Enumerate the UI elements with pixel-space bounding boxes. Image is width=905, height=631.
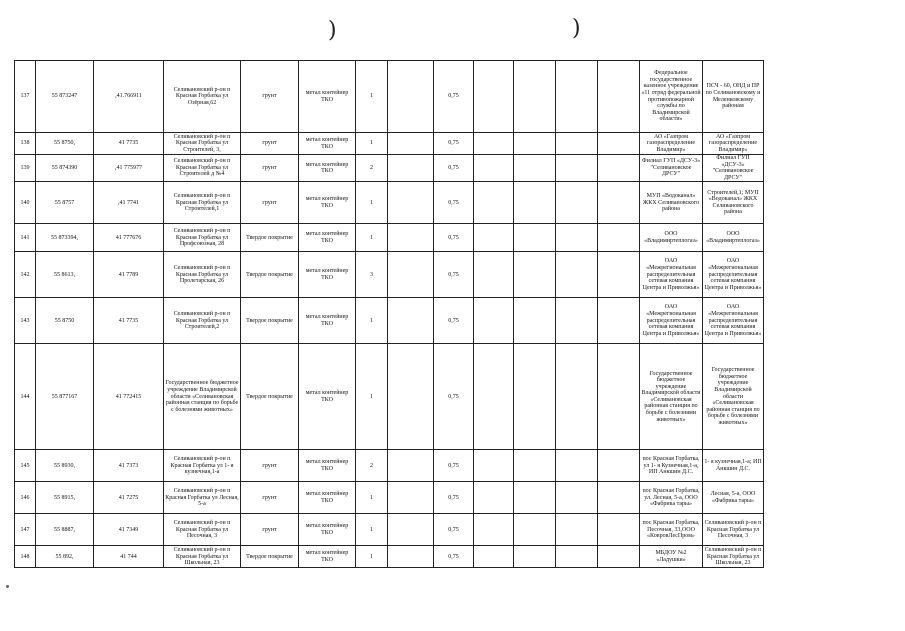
cell-lat: 55 8750, bbox=[36, 133, 94, 155]
cell-empty bbox=[474, 182, 514, 224]
cell-empty bbox=[556, 344, 598, 450]
cell-volume: 0,75 bbox=[434, 450, 474, 482]
cell-empty bbox=[474, 61, 514, 133]
cell-num: 145 bbox=[15, 450, 36, 482]
cell-container: метал контейнер ТКО bbox=[299, 344, 356, 450]
table-row bbox=[15, 133, 764, 155]
cell-container: метал контейнер ТКО bbox=[299, 252, 356, 298]
cell-count: 1 bbox=[356, 61, 388, 133]
cell-empty bbox=[556, 61, 598, 133]
cell-sources: ОАО «Межрегиональная распределительная сетевая компания Центра и Приволжья» bbox=[703, 298, 764, 344]
cell-container: метал контейнер ТКО bbox=[299, 155, 356, 182]
cell-empty bbox=[598, 133, 640, 155]
cell-address: Селивановский р-он п Красная Горбатка ул Строителей,1 bbox=[164, 182, 241, 224]
cell-owner: Федеральное государственное казенное учреждение «11 отряд федеральной противопожарной службы по Владимирской области» bbox=[640, 61, 703, 133]
cell-num: 146 bbox=[15, 482, 36, 514]
cell-count: 2 bbox=[356, 155, 388, 182]
cell-volume: 0,75 bbox=[434, 514, 474, 546]
cell-empty bbox=[474, 344, 514, 450]
cell-num: 144 bbox=[15, 344, 36, 450]
cell-volume: 0,75 bbox=[434, 61, 474, 133]
cell-empty bbox=[556, 155, 598, 182]
cell-empty bbox=[474, 155, 514, 182]
cell-lon: 41 777676 bbox=[94, 224, 164, 252]
cell-container: метал контейнер ТКО bbox=[299, 450, 356, 482]
cell-volume: 0,75 bbox=[434, 182, 474, 224]
cell-lon: ,41 7741 bbox=[94, 182, 164, 224]
cell-owner: ООО «Владимиртеплогаз» bbox=[640, 224, 703, 252]
cell-lat: 55 8750 bbox=[36, 298, 94, 344]
cell-surface: грунт bbox=[241, 61, 299, 133]
cell-container: метал контейнер ТКО bbox=[299, 182, 356, 224]
cell-empty bbox=[598, 298, 640, 344]
cell-empty bbox=[556, 133, 598, 155]
cell-count: 3 bbox=[356, 252, 388, 298]
cell-owner: ОАО «Межрегиональная распределительная сетевая компания Центра и Приволжья» bbox=[640, 298, 703, 344]
cell-empty bbox=[556, 182, 598, 224]
cell-empty bbox=[514, 344, 556, 450]
cell-sources: Лесная, 5-а, ООО «Фабрика тары» bbox=[703, 482, 764, 514]
cell-empty bbox=[514, 482, 556, 514]
cell-count: 1 bbox=[356, 182, 388, 224]
cell-container: метал контейнер ТКО bbox=[299, 224, 356, 252]
cell-volume: 0,75 bbox=[434, 482, 474, 514]
cell-num: 140 bbox=[15, 182, 36, 224]
cell-sources: ОАО «Межрегиональная распределительная сетевая компания Центра и Приволжья» bbox=[703, 252, 764, 298]
cell-owner: пос Красная Горбатка, ул 1- я Кузнечная,1-а, ИП Анкшин Д.С. bbox=[640, 450, 703, 482]
cell-empty bbox=[514, 224, 556, 252]
cell-lat: 55 8915, bbox=[36, 482, 94, 514]
cell-empty bbox=[514, 61, 556, 133]
cell-empty bbox=[474, 514, 514, 546]
cell-lon: 41 7349 bbox=[94, 514, 164, 546]
table-row bbox=[15, 155, 764, 182]
cell-address: Государственное бюджетное учреждение Владимирской области «Селивановская районная станция по борьбе с болезнями животных» bbox=[164, 344, 241, 450]
cell-count: 1 bbox=[356, 546, 388, 568]
cell-lat: 55 874390 bbox=[36, 155, 94, 182]
cell-container: метал контейнер ТКО bbox=[299, 546, 356, 568]
cell-lon: ,41 775977 bbox=[94, 155, 164, 182]
cell-lon: 41 7735 bbox=[94, 133, 164, 155]
cell-empty bbox=[598, 252, 640, 298]
cell-surface: Твердое покрытие bbox=[241, 224, 299, 252]
cell-surface: грунт bbox=[241, 514, 299, 546]
cell-volume: 0,75 bbox=[434, 155, 474, 182]
cell-container: метал контейнер ТКО bbox=[299, 482, 356, 514]
cell-address: Селивановский р-он п Красная Горбатка ул Песочная, 3 bbox=[164, 514, 241, 546]
cell-surface: Твердое покрытие bbox=[241, 546, 299, 568]
cell-empty bbox=[474, 546, 514, 568]
cell-empty bbox=[388, 482, 434, 514]
cell-empty bbox=[514, 298, 556, 344]
cell-surface: грунт bbox=[241, 155, 299, 182]
cell-sources: ООО «Владимиртеплогаз» bbox=[703, 224, 764, 252]
cell-owner: пос Красная Горбатка, ул. Лесная, 5-а, ООО «Фабрика тары» bbox=[640, 482, 703, 514]
cell-address: Селивановский р-он п Красная Горбатка ул Строителей,2 bbox=[164, 298, 241, 344]
cell-num: 137 bbox=[15, 61, 36, 133]
cell-empty bbox=[556, 298, 598, 344]
cell-empty bbox=[388, 224, 434, 252]
table-row bbox=[15, 514, 764, 546]
cell-lat: 55 8757 bbox=[36, 182, 94, 224]
cell-lat: 55 877167 bbox=[36, 344, 94, 450]
cell-owner: АО «Газпром газораспределение Владимир» bbox=[640, 133, 703, 155]
cell-lat: 55 8613, bbox=[36, 252, 94, 298]
cell-container: метал контейнер ТКО bbox=[299, 298, 356, 344]
cell-empty bbox=[474, 252, 514, 298]
cell-surface: грунт bbox=[241, 482, 299, 514]
cell-address: Селивановский р-он п Красная Горбатка ул Лесная, 5-а bbox=[164, 482, 241, 514]
cell-empty bbox=[598, 61, 640, 133]
cell-address: Селивановский р-он п Красная Горбатка ул 1- я кузнечная,1-а bbox=[164, 450, 241, 482]
cell-surface: грунт bbox=[241, 133, 299, 155]
cell-empty bbox=[598, 344, 640, 450]
cell-empty bbox=[514, 133, 556, 155]
cell-address: Селивановский р-он п Красная Горбатка ул Строителей д №4 bbox=[164, 155, 241, 182]
cell-address: Селивановский р-он п Красная Горбатка ул Пролетарская, 26 bbox=[164, 252, 241, 298]
cell-num: 139 bbox=[15, 155, 36, 182]
cell-count: 1 bbox=[356, 482, 388, 514]
cell-empty bbox=[474, 133, 514, 155]
cell-count: 1 bbox=[356, 133, 388, 155]
cell-lon: 41 7275 bbox=[94, 482, 164, 514]
cell-count: 1 bbox=[356, 344, 388, 450]
cell-lon: 41 7789 bbox=[94, 252, 164, 298]
cell-num: 143 bbox=[15, 298, 36, 344]
cell-container: метал контейнер ТКО bbox=[299, 133, 356, 155]
cell-empty bbox=[598, 155, 640, 182]
cell-lon: 41 7735 bbox=[94, 298, 164, 344]
cell-address: Селивановский р-он п Красная Горбатка ул Профсоюзная, 28 bbox=[164, 224, 241, 252]
cell-empty bbox=[474, 224, 514, 252]
cell-volume: 0,75 bbox=[434, 298, 474, 344]
cell-owner: МБДОУ №2 «Ладушки» bbox=[640, 546, 703, 568]
cell-count: 1 bbox=[356, 514, 388, 546]
cell-lon: 41 7373 bbox=[94, 450, 164, 482]
cell-surface: Твердое покрытие bbox=[241, 252, 299, 298]
cell-empty bbox=[598, 482, 640, 514]
cell-empty bbox=[388, 252, 434, 298]
cell-num: 142 bbox=[15, 252, 36, 298]
cell-surface: грунт bbox=[241, 182, 299, 224]
cell-volume: 0,75 bbox=[434, 252, 474, 298]
scan-speck bbox=[6, 585, 9, 588]
scan-mark-left: ) bbox=[328, 18, 337, 43]
cell-empty bbox=[556, 514, 598, 546]
cell-lat: 55 8887, bbox=[36, 514, 94, 546]
cell-empty bbox=[388, 155, 434, 182]
cell-empty bbox=[598, 514, 640, 546]
cell-empty bbox=[598, 450, 640, 482]
cell-container: метал контейнер ТКО bbox=[299, 61, 356, 133]
cell-count: 1 bbox=[356, 224, 388, 252]
cell-sources: Строителей,1; МУП «Водоканал» ЖКХ Селивановского района bbox=[703, 182, 764, 224]
cell-empty bbox=[598, 182, 640, 224]
cell-volume: 0,75 bbox=[434, 546, 474, 568]
cell-volume: 0,75 bbox=[434, 344, 474, 450]
cell-num: 141 bbox=[15, 224, 36, 252]
cell-empty bbox=[556, 252, 598, 298]
cell-num: 147 bbox=[15, 514, 36, 546]
table-row bbox=[15, 61, 764, 133]
table-row bbox=[15, 546, 764, 568]
cell-lon: ,41.766911 bbox=[94, 61, 164, 133]
cell-empty bbox=[388, 298, 434, 344]
table-row bbox=[15, 298, 764, 344]
cell-empty bbox=[514, 182, 556, 224]
cell-surface: грунт bbox=[241, 450, 299, 482]
cell-address: Селивановский р-он п Красная Горбатка ул Озёрная,62 bbox=[164, 61, 241, 133]
cell-address: Селивановский р-он п Красная Горбатка ул Строителей, 3, bbox=[164, 133, 241, 155]
cell-num: 148 bbox=[15, 546, 36, 568]
table-row bbox=[15, 252, 764, 298]
cell-empty bbox=[388, 450, 434, 482]
cell-empty bbox=[388, 514, 434, 546]
cell-empty bbox=[388, 61, 434, 133]
cell-surface: Твердое покрытие bbox=[241, 344, 299, 450]
cell-empty bbox=[556, 450, 598, 482]
table-row bbox=[15, 344, 764, 450]
cell-sources: Государственное бюджетное учреждение Владимирской области «Селивановская районная станция по борьбе с болезнями животных» bbox=[703, 344, 764, 450]
cell-empty bbox=[474, 450, 514, 482]
cell-volume: 0,75 bbox=[434, 224, 474, 252]
cell-lat: 55 873247 bbox=[36, 61, 94, 133]
cell-empty bbox=[556, 482, 598, 514]
cell-empty bbox=[388, 133, 434, 155]
cell-lat: 55 892, bbox=[36, 546, 94, 568]
table-row bbox=[15, 450, 764, 482]
cell-sources: ПСЧ - 60, ОНД и ПР по Селивановскому и Меленковскому районам bbox=[703, 61, 764, 133]
cell-empty bbox=[388, 182, 434, 224]
cell-sources: Филиал ГУП «ДСУ-3» "Селивановское ДРСУ" bbox=[703, 155, 764, 182]
cell-lat: 55 8930, bbox=[36, 450, 94, 482]
table-row bbox=[15, 224, 764, 252]
cell-empty bbox=[514, 514, 556, 546]
cell-empty bbox=[474, 298, 514, 344]
cell-empty bbox=[514, 450, 556, 482]
cell-sources: Селивановский р-он п Красная Горбатка ул Песочная, 3 bbox=[703, 514, 764, 546]
cell-lat: 55 873394, bbox=[36, 224, 94, 252]
container-sites-table bbox=[14, 60, 764, 568]
cell-owner: Государственное бюджетное учреждение Владимирской области «Селивановская районная станция по борьбе с болезнями животных» bbox=[640, 344, 703, 450]
cell-empty bbox=[556, 224, 598, 252]
cell-container: метал контейнер ТКО bbox=[299, 514, 356, 546]
cell-empty bbox=[598, 546, 640, 568]
cell-owner: пос Красная Горбатка, Песочная, 33,ООО «КовровЛесПром» bbox=[640, 514, 703, 546]
cell-empty bbox=[514, 252, 556, 298]
cell-lon: 41 744 bbox=[94, 546, 164, 568]
cell-sources: Селивановский р-он п Красная Горбатка ул Школьная, 23 bbox=[703, 546, 764, 568]
cell-empty bbox=[388, 344, 434, 450]
cell-num: 138 bbox=[15, 133, 36, 155]
cell-owner: МУП «Водоканал» ЖКХ Селивановского района bbox=[640, 182, 703, 224]
cell-owner: ОАО «Межрегиональная распределительная сетевая компания Центра и Приволжья» bbox=[640, 252, 703, 298]
cell-sources: АО «Газпром газораспределение Владимир» bbox=[703, 133, 764, 155]
cell-empty bbox=[556, 546, 598, 568]
cell-empty bbox=[388, 546, 434, 568]
cell-count: 2 bbox=[356, 450, 388, 482]
cell-surface: Твердое покрытие bbox=[241, 298, 299, 344]
cell-address: Селивановский р-он п Красная Горбатка ул Школьная, 23 bbox=[164, 546, 241, 568]
table-row bbox=[15, 482, 764, 514]
cell-owner: Филиал ГУП «ДСУ-3» "Селивановское ДРСУ" bbox=[640, 155, 703, 182]
cell-sources: 1- я кузнечная,1-а; ИП Анкшин Д.С. bbox=[703, 450, 764, 482]
cell-empty bbox=[598, 224, 640, 252]
cell-empty bbox=[514, 546, 556, 568]
cell-lon: 41 772415 bbox=[94, 344, 164, 450]
cell-volume: 0,75 bbox=[434, 133, 474, 155]
table-row bbox=[15, 182, 764, 224]
cell-count: 1 bbox=[356, 298, 388, 344]
cell-empty bbox=[514, 155, 556, 182]
cell-empty bbox=[474, 482, 514, 514]
scan-mark-right: ) bbox=[572, 16, 581, 41]
